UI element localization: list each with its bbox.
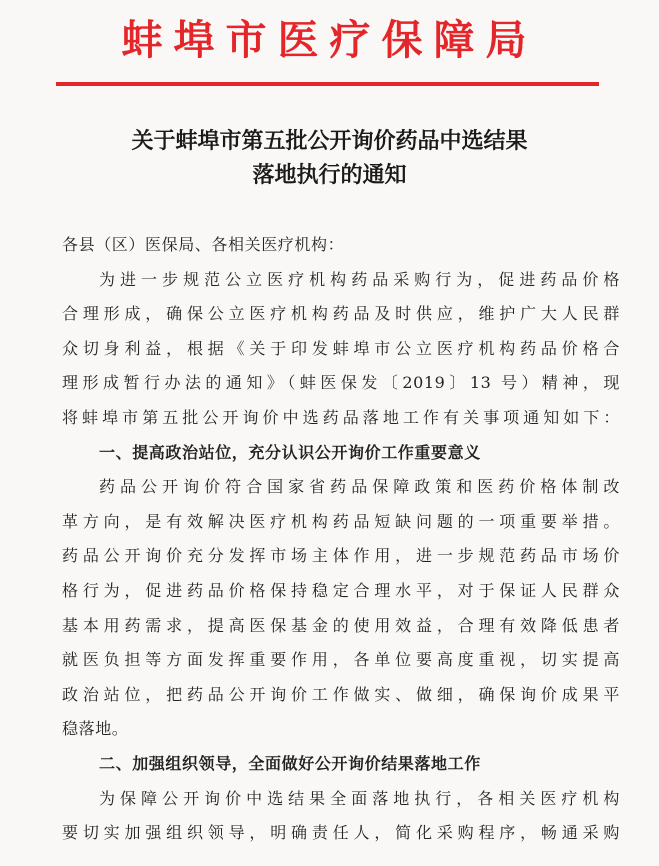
section-1-line: 革方向，是有效解决医疗机构药品短缺问题的一项重要举措。 xyxy=(62,511,620,531)
notice-title xyxy=(0,125,659,193)
section-2-line: 为保障公开询价中选结果全面落地执行，各相关医疗机构 xyxy=(99,788,620,808)
intro-line: 将蚌埠市第五批公开询价中选药品落地工作有关事项通知如下： xyxy=(62,407,620,427)
section-2-line: 要切实加强组织领导，明确责任人，简化采购程序，畅通采购 xyxy=(62,823,620,843)
letterhead-title: 蚌埠市医疗保障局 xyxy=(121,16,538,64)
section-1-line: 就医负担等方面发挥重要作用，各单位要高度重视，切实提高 xyxy=(62,650,620,670)
intro-line: 理形成暂行办法的通知》（蚌医保发〔2019〕13 号）精神，现 xyxy=(62,373,620,393)
section-2-heading: 二、加强组织领导，全面做好公开询价结果落地工作 xyxy=(99,753,481,773)
section-1-heading: 一、提高政治站位，充分认识公开询价工作重要意义 xyxy=(99,442,481,462)
intro-line: 合理形成，确保公立医疗机构药品及时供应，维护广大人民群 xyxy=(62,304,620,324)
section-1-line: 药品公开询价充分发挥市场主体作用，进一步规范药品市场价 xyxy=(62,546,620,566)
notice-body xyxy=(62,228,620,851)
salutation: 各县（区）医保局、各相关医疗机构： xyxy=(62,235,345,254)
section-1-line: 基本用药需求，提高医保基金的使用效益，合理有效降低患者 xyxy=(62,615,620,635)
section-1-line: 格行为，促进药品价格保持稳定合理水平，对于保证人民群众 xyxy=(62,580,620,600)
notice-title-line-1: 关于蚌埠市第五批公开询价药品中选结果 xyxy=(131,129,528,154)
section-1-line: 稳落地。 xyxy=(62,719,129,739)
section-1-line: 药品公开询价符合国家省药品保障政策和医药价格体制改 xyxy=(99,477,620,497)
intro-line: 众切身利益，根据《关于印发蚌埠市公立医疗机构药品价格合 xyxy=(62,338,620,358)
letterhead-red-rule xyxy=(56,82,599,86)
intro-line: 为进一步规范公立医疗机构药品采购行为，促进药品价格 xyxy=(99,269,620,289)
section-1-line: 政治站位，把药品公开询价工作做实、做细，确保询价成果平 xyxy=(62,684,620,704)
notice-title-line-2: 落地执行的通知 xyxy=(252,163,407,188)
